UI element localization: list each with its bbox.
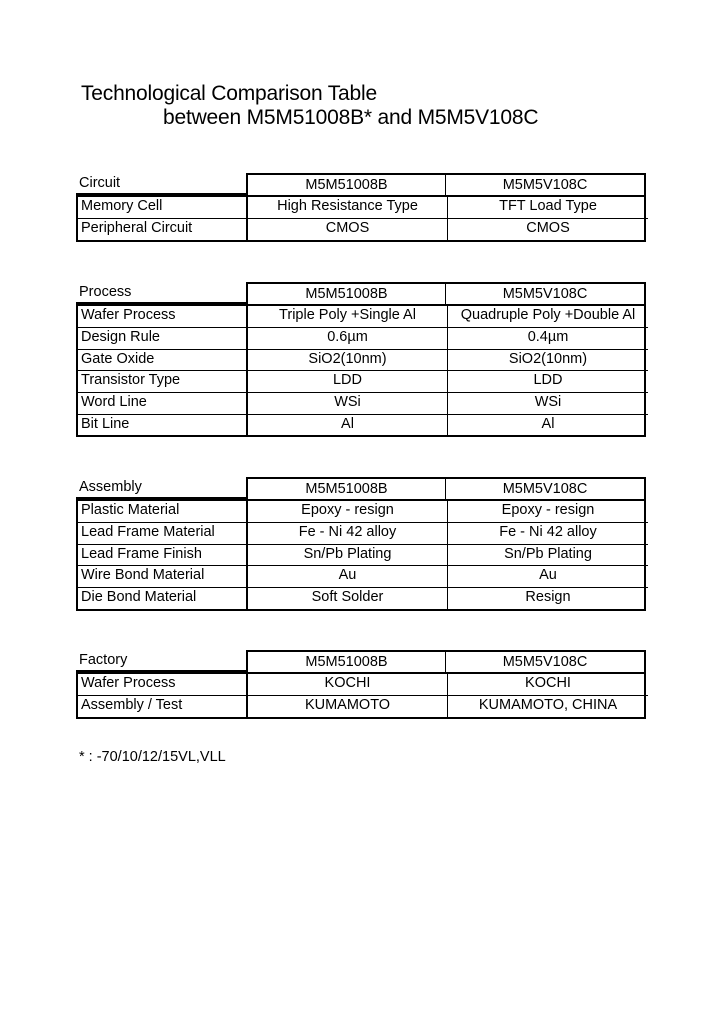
table-header-row [76, 173, 646, 195]
column-header: M5M5V108C [446, 173, 646, 195]
process-table [76, 282, 646, 437]
table-cell: SiO2(10nm) [448, 349, 648, 371]
table-cell: Quadruple Poly +Double Al [460, 306, 636, 323]
table-cell: Sn/Pb Plating [448, 544, 648, 566]
table-cell: KOCHI [525, 674, 571, 691]
table-cell: CMOS [248, 218, 448, 240]
table-cell: Epoxy - resign [501, 501, 595, 518]
table-cell: TFT Load Type [499, 197, 597, 214]
table-cell: Fe - Ni 42 alloy [448, 522, 648, 544]
column-header: M5M5V108C [446, 477, 646, 499]
table-row [78, 370, 644, 392]
page-title: Technological Comparison Table [81, 82, 377, 105]
row-label: Wire Bond Material [78, 565, 248, 587]
table-cell: Triple Poly +Single Al [248, 306, 448, 328]
table-cell: Al [248, 414, 448, 436]
table-cell: WSi [248, 392, 448, 414]
table-cell: Au [248, 565, 448, 587]
row-label: Wafer Process [78, 306, 248, 328]
table-cell: KOCHI [248, 674, 448, 696]
row-label: Memory Cell [78, 197, 248, 219]
table-cell: 0.4µm [448, 327, 648, 349]
table-row [78, 218, 644, 240]
table-row [78, 565, 644, 587]
row-label: Lead Frame Finish [78, 544, 248, 566]
table-header-row [76, 477, 646, 499]
table-cell: LDD [448, 370, 648, 392]
table-cell: WSi [448, 392, 648, 414]
row-label: Word Line [78, 392, 248, 414]
table-cell: KUMAMOTO, CHINA [448, 695, 648, 717]
table-body [76, 672, 646, 719]
table-cell: Al [448, 414, 648, 436]
row-label: Gate Oxide [78, 349, 248, 371]
column-header: M5M51008B [246, 173, 446, 195]
table-cell: CMOS [448, 218, 648, 240]
table-cell: Epoxy - resign [248, 501, 448, 523]
table-row [78, 501, 644, 523]
table-body [76, 195, 646, 242]
table-body [76, 304, 646, 438]
row-label: Die Bond Material [78, 587, 248, 609]
column-header: M5M5V108C [446, 282, 646, 304]
factory-table [76, 650, 646, 719]
footnote: * : -70/10/12/15VL,VLL [79, 749, 226, 765]
table-header-row [76, 650, 646, 672]
row-label: Bit Line [78, 414, 248, 436]
table-row [78, 544, 644, 566]
table-cell: Soft Solder [248, 587, 448, 609]
table-cell: SiO2(10nm) [248, 349, 448, 371]
table-cell: Resign [448, 587, 648, 609]
table-cell: LDD [248, 370, 448, 392]
row-label: Wafer Process [78, 674, 248, 696]
table-row [78, 197, 644, 219]
table-cell: Au [448, 565, 648, 587]
table-row [78, 414, 644, 436]
circuit-table [76, 173, 646, 242]
row-label: Lead Frame Material [78, 522, 248, 544]
column-header: M5M51008B [246, 282, 446, 304]
section-label: Assembly [76, 477, 246, 499]
table-row [78, 392, 644, 414]
section-label: Process [76, 282, 246, 304]
assembly-table [76, 477, 646, 611]
table-header-row [76, 282, 646, 304]
table-row [78, 306, 644, 328]
table-row [78, 349, 644, 371]
table-row [78, 674, 644, 696]
table-row [78, 587, 644, 609]
row-label: Assembly / Test [78, 695, 248, 717]
table-cell: 0.6µm [248, 327, 448, 349]
table-cell: High Resistance Type [248, 197, 448, 219]
section-label: Circuit [76, 173, 246, 195]
column-header: M5M5V108C [446, 650, 646, 672]
table-row [78, 695, 644, 717]
table-row [78, 327, 644, 349]
table-row [78, 522, 644, 544]
table-cell: Sn/Pb Plating [248, 544, 448, 566]
section-label: Factory [76, 650, 246, 672]
column-header: M5M51008B [246, 477, 446, 499]
row-label: Peripheral Circuit [78, 218, 248, 240]
row-label: Plastic Material [78, 501, 248, 523]
page-subtitle: between M5M51008B* and M5M5V108C [163, 106, 539, 129]
table-cell: Fe - Ni 42 alloy [248, 522, 448, 544]
column-header: M5M51008B [246, 650, 446, 672]
row-label: Design Rule [78, 327, 248, 349]
table-cell: KUMAMOTO [248, 695, 448, 717]
table-body [76, 499, 646, 611]
row-label: Transistor Type [78, 370, 248, 392]
